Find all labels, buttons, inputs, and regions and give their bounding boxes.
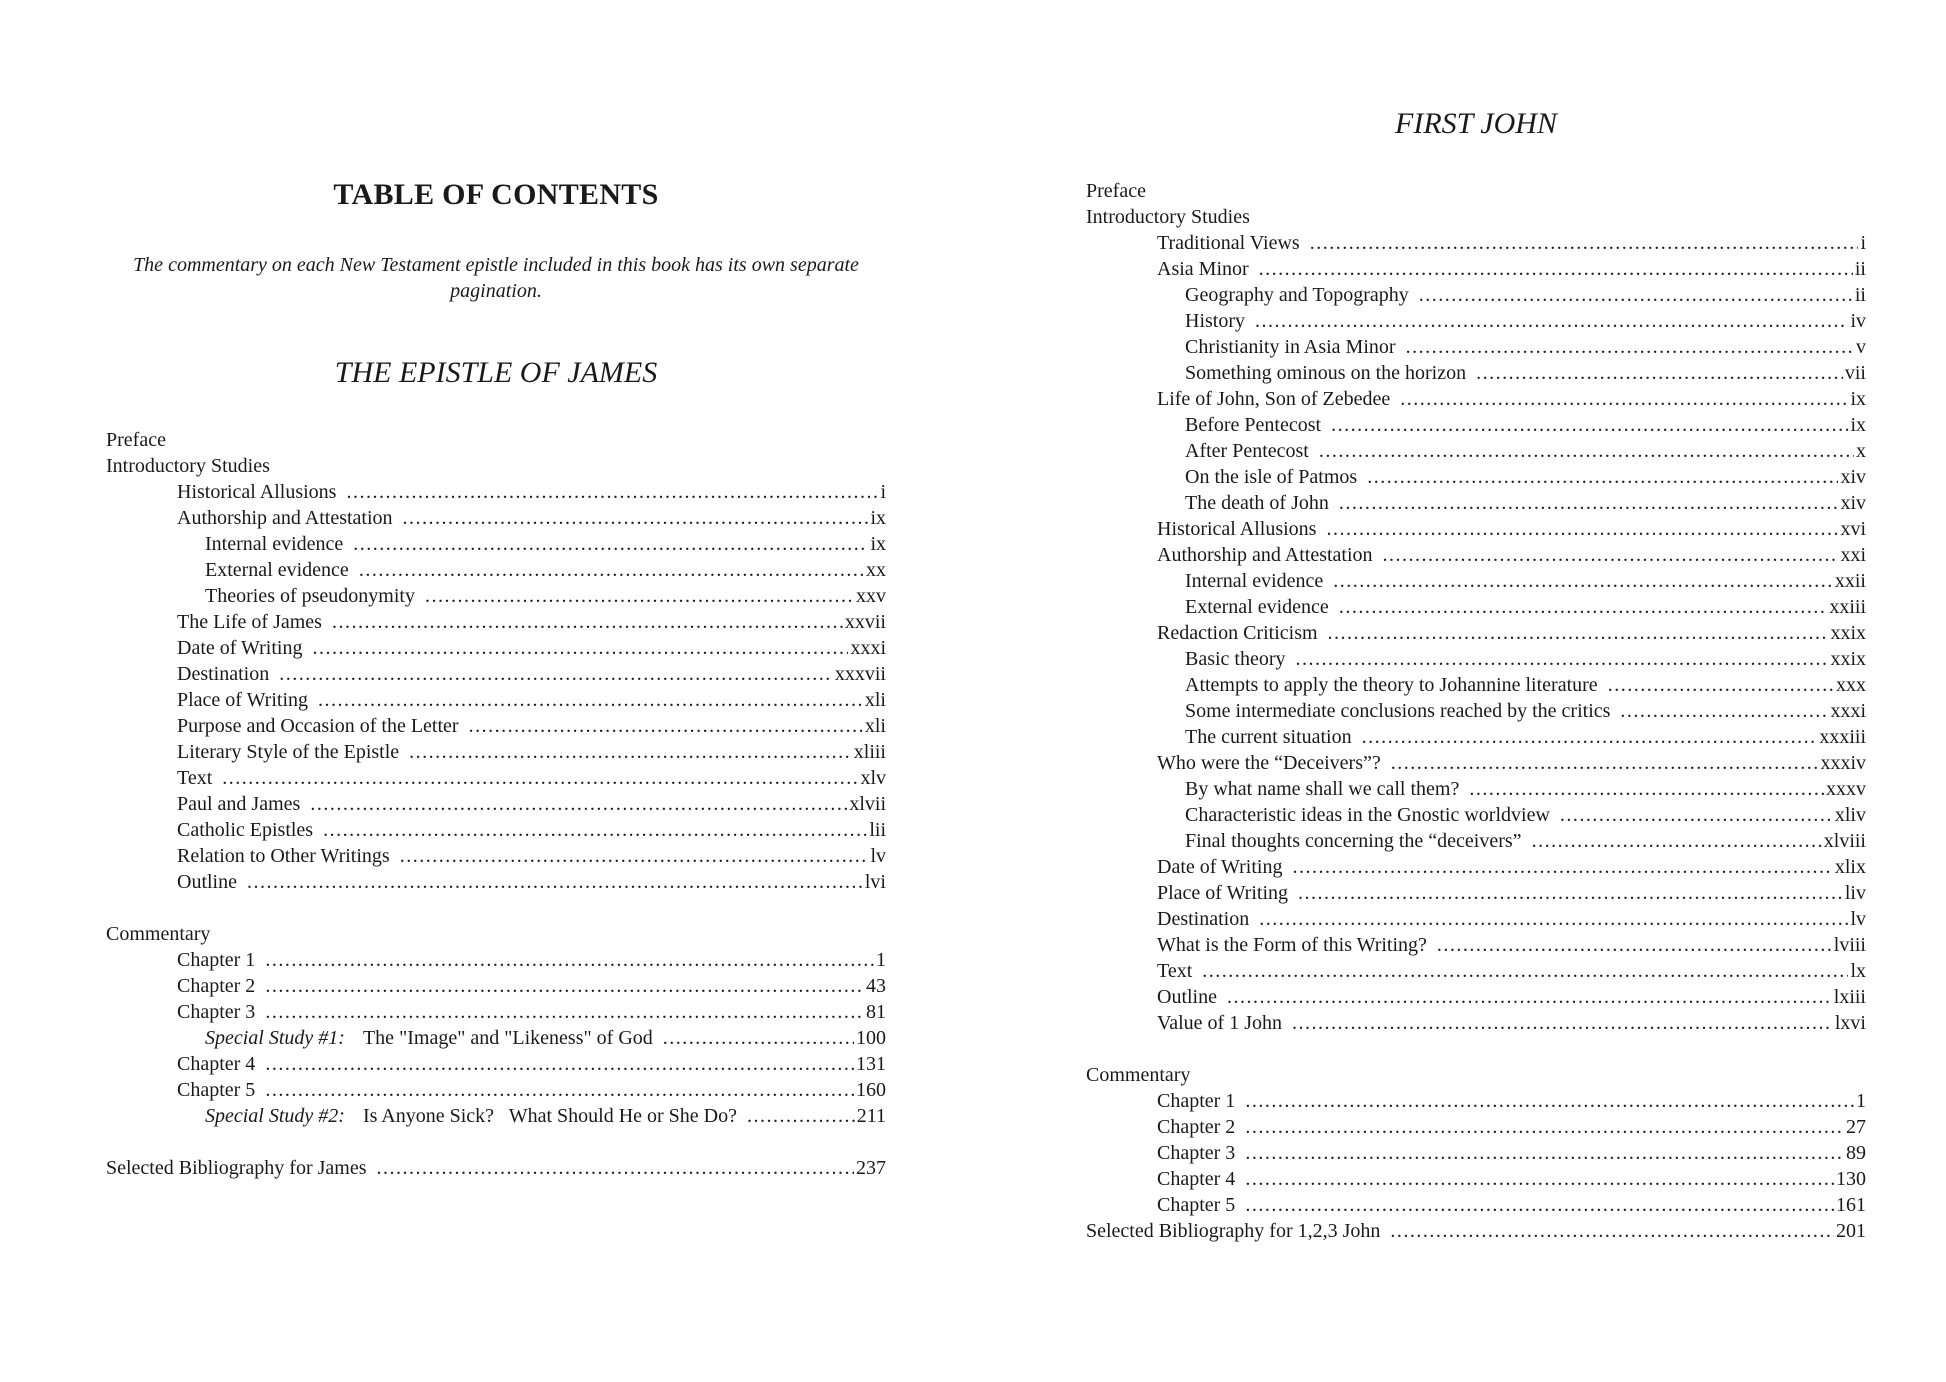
james-title: THE EPISTLE OF JAMES [334,356,658,389]
toc-entry-label: Before Pentecost [1185,414,1322,436]
toc-page-number: xxxi [1830,700,1866,722]
toc-entry-label: Chapter 5 [177,1079,256,1101]
toc-page-number: lviii [1833,934,1866,956]
toc-entry-label: Outline [177,871,237,893]
toc-entry-label: Final thoughts concerning the “deceivers” [1185,830,1522,852]
toc-entry-label: Christianity in Asia Minor [1185,336,1396,358]
toc-page-number: 237 [856,1157,886,1179]
dot-leader [1437,932,1832,958]
toc-entry [106,973,886,999]
toc-entry-label: Chapter 5 [1157,1194,1236,1216]
toc-page-number: xxxiv [1820,752,1866,774]
dot-leader [1255,308,1848,334]
dot-leader [1367,464,1838,490]
dot-leader [1296,646,1829,672]
toc-entry [1086,1218,1866,1244]
toc-page-number: xxi [1840,544,1866,566]
toc-page-number: lv [1850,908,1866,930]
toc-entry [1086,178,1866,204]
toc-entry [1086,1062,1866,1088]
special-study-title: Is Anyone Sick? What Should He or She Do? [362,1105,737,1127]
toc-entry-label: Destination [1157,908,1250,930]
toc-page-number: xxix [1830,622,1866,644]
toc-entry-label [205,1103,737,1129]
toc-entry [1086,568,1866,594]
toc-entry [106,479,886,505]
dot-leader [1245,1088,1854,1114]
toc-entry-label: Internal evidence [205,533,344,555]
toc-entry [1086,1166,1866,1192]
dot-leader [265,1051,854,1077]
toc-entry-label: Something ominous on the horizon [1185,362,1467,384]
dot-leader [1259,256,1853,282]
dot-leader [425,583,854,609]
dot-leader [400,843,869,869]
dot-leader [1532,828,1822,854]
toc-page-number: xxxv [1826,778,1866,800]
dot-leader [1331,412,1848,438]
toc-page-number: ix [1850,414,1866,436]
toc-page-number: i [1860,232,1866,254]
toc-page-number: xxvii [844,611,886,633]
toc-entry-label: External evidence [1185,596,1329,618]
dot-leader [265,947,874,973]
toc-entry [1086,880,1866,906]
dot-leader [1391,750,1819,776]
toc-entry [106,843,886,869]
toc-entry [1086,854,1866,880]
toc-entry [1086,1114,1866,1140]
toc-entry [1086,256,1866,282]
toc-page-number: i [880,481,886,503]
toc-page-number: xiv [1840,492,1866,514]
toc-entry [1086,828,1866,854]
toc-entry [1086,334,1866,360]
toc-entry-label: Selected Bibliography for James [106,1157,367,1179]
toc-page-number: lv [870,845,886,867]
dot-leader [469,713,863,739]
toc-entry-label: Historical Allusions [177,481,337,503]
toc-page-number: xxxi [850,637,886,659]
toc-entry-label: Commentary [1086,1064,1191,1086]
toc-entry-label: Theories of pseudonymity [205,585,415,607]
toc-entry [1086,646,1866,672]
toc-entry-label: Destination [177,663,270,685]
dot-leader [1560,802,1833,828]
dot-leader [1259,906,1848,932]
table-of-contents-title: TABLE OF CONTENTS [333,178,659,211]
dot-leader [346,479,878,505]
special-study-prefix: Special Study #1: [205,1027,345,1049]
toc-page-number: 160 [856,1079,886,1101]
dot-leader [1245,1166,1834,1192]
toc-page-number: xvi [1840,518,1866,540]
toc-entry-label: Relation to Other Writings [177,845,390,867]
dot-leader [310,791,847,817]
toc-entry [1086,594,1866,620]
dot-leader [265,1077,854,1103]
toc-entry-label [205,1025,653,1051]
toc-entry [106,427,886,453]
toc-entry [1086,282,1866,308]
special-study-prefix: Special Study #2: [205,1105,345,1127]
toc-page-number: ii [1854,284,1866,306]
toc-entry-label: Outline [1157,986,1217,1008]
toc-entry-label: On the isle of Patmos [1185,466,1358,488]
toc-page-number: xlix [1834,856,1866,878]
dot-leader [1227,984,1832,1010]
toc-page-number: ix [1850,388,1866,410]
dot-leader [222,765,858,791]
dot-leader [1245,1114,1844,1140]
first-john-title: FIRST JOHN [1395,107,1557,140]
toc-entry-label: Chapter 1 [1157,1090,1236,1112]
toc-entry-label: Text [177,767,213,789]
dot-leader [318,687,863,713]
toc-page-number: lvi [864,871,886,893]
toc-entry [106,687,886,713]
toc-entry [106,999,886,1025]
toc-page-number: 81 [866,1001,886,1023]
dot-leader [353,531,868,557]
toc-entry-label: Paul and James [177,793,301,815]
toc-page-number: xliii [853,741,886,763]
toc-entry-label: Date of Writing [1157,856,1283,878]
toc-entry [1086,620,1866,646]
toc-entry [1086,750,1866,776]
toc-entry-label: The current situation [1185,726,1352,748]
toc-entry [106,661,886,687]
toc-page-number: 27 [1846,1116,1866,1138]
toc-entry [106,505,886,531]
dot-leader [323,817,867,843]
toc-entry [1086,802,1866,828]
toc-page-number: xxxvii [834,663,886,685]
toc-entry [1086,1192,1866,1218]
toc-entry-label: Preface [106,429,166,451]
toc-entry-label: Purpose and Occasion of the Letter [177,715,459,737]
toc-entry-label: Some intermediate conclusions reached by the critics [1185,700,1611,722]
toc-entry [1086,672,1866,698]
dot-leader [1383,542,1839,568]
toc-entry [1086,1010,1866,1036]
toc-entry [1086,360,1866,386]
toc-entry [106,713,886,739]
toc-entry [106,817,886,843]
toc-entry-label: Life of John, Son of Zebedee [1157,388,1391,410]
toc-spacer [106,1129,886,1155]
toc-page-number: lxiii [1833,986,1866,1008]
first-john-toc-list [1086,178,1866,1244]
toc-entry [1086,412,1866,438]
toc-page-number: ix [870,533,886,555]
toc-entry-label: Place of Writing [177,689,309,711]
toc-entry-label: After Pentecost [1185,440,1309,462]
toc-entry [106,1155,886,1181]
toc-entry-label: Value of 1 John [1157,1012,1282,1034]
toc-entry [1086,1088,1866,1114]
dot-leader [247,869,863,895]
toc-entry [106,635,886,661]
dot-leader [1339,490,1839,516]
pagination-note: The commentary on each New Testament epistle included in this book has its own separate pagination. [133,254,859,302]
toc-page-number: ii [1854,258,1866,280]
toc-entry-label: Traditional Views [1157,232,1300,254]
toc-page-number: ix [870,507,886,529]
toc-page-number: xxv [856,585,886,607]
dot-leader [747,1103,855,1129]
toc-page-number: x [1856,440,1866,462]
toc-entry-label: Text [1157,960,1193,982]
special-study-title: The "Image" and "Likeness" of God [362,1027,653,1049]
toc-entry-label: Chapter 3 [177,1001,256,1023]
dot-leader [1608,672,1834,698]
toc-page-number: xiv [1840,466,1866,488]
toc-entry-label: What is the Form of this Writing? [1157,934,1427,956]
toc-page-number: xxii [1834,570,1866,592]
toc-entry [1086,542,1866,568]
toc-entry [1086,386,1866,412]
toc-entry-label: Chapter 3 [1157,1142,1236,1164]
toc-entry-label: Place of Writing [1157,882,1289,904]
toc-entry [106,1051,886,1077]
toc-entry [1086,932,1866,958]
toc-page-number: 43 [866,975,886,997]
toc-page-number: lxvi [1834,1012,1866,1034]
toc-entry-label: Introductory Studies [106,455,270,477]
toc-page-number: lii [869,819,886,841]
toc-page-number: 201 [1836,1220,1866,1242]
james-toc-list [106,427,886,1181]
toc-entry [106,453,886,479]
toc-entry-label: Introductory Studies [1086,206,1250,228]
dot-leader [1245,1192,1834,1218]
dot-leader [1292,1010,1833,1036]
toc-entry [1086,906,1866,932]
toc-entry-label: Catholic Epistles [177,819,314,841]
toc-entry-label: Attempts to apply the theory to Johannine literature [1185,674,1598,696]
dot-leader [403,505,869,531]
toc-page-number: xliv [1834,804,1866,826]
dot-leader [1319,438,1854,464]
toc-entry [106,739,886,765]
toc-entry [106,1025,886,1051]
toc-entry-label: Authorship and Attestation [1157,544,1373,566]
toc-page-number: 161 [1836,1194,1866,1216]
toc-entry-label: Chapter 1 [177,949,256,971]
toc-entry-label: Redaction Criticism [1157,622,1318,644]
toc-page-number: lx [1850,960,1866,982]
dot-leader [1310,230,1859,256]
toc-entry [106,609,886,635]
toc-page-number: xlv [860,767,886,789]
toc-entry-label: Who were the “Deceivers”? [1157,752,1381,774]
toc-page-number: xlviii [1823,830,1866,852]
dot-leader [1339,594,1828,620]
toc-entry-label: The Life of James [177,611,322,633]
toc-page-number: xx [866,559,886,581]
toc-page-number: xlvii [849,793,886,815]
toc-entry-label: Chapter 4 [177,1053,256,1075]
toc-entry [106,1103,886,1129]
toc-entry [106,1077,886,1103]
dot-leader [1620,698,1828,724]
toc-page-number: 131 [856,1053,886,1075]
toc-entry [1086,698,1866,724]
dot-leader [663,1025,854,1051]
toc-entry-label: Basic theory [1185,648,1286,670]
dot-leader [1333,568,1833,594]
toc-entry [106,921,886,947]
toc-entry [106,531,886,557]
dot-leader [1469,776,1824,802]
toc-entry [1086,438,1866,464]
toc-entry [1086,1140,1866,1166]
dot-leader [312,635,848,661]
toc-page-number: xli [864,715,886,737]
toc-page-number: 130 [1836,1168,1866,1190]
dot-leader [1406,334,1854,360]
dot-leader [1298,880,1843,906]
toc-entry-label: Chapter 2 [177,975,256,997]
toc-spacer [1086,1036,1866,1062]
dot-leader [265,973,864,999]
dot-leader [377,1155,855,1181]
toc-page-number: 89 [1846,1142,1866,1164]
toc-entry-label: Chapter 4 [1157,1168,1236,1190]
dot-leader [1328,620,1829,646]
toc-page-number: xxx [1836,674,1866,696]
toc-spacer [106,895,886,921]
toc-entry [106,583,886,609]
toc-entry-label: Authorship and Attestation [177,507,393,529]
toc-entry [106,765,886,791]
toc-entry [1086,464,1866,490]
toc-entry-label: Characteristic ideas in the Gnostic worldview [1185,804,1550,826]
toc-entry-label: Date of Writing [177,637,303,659]
toc-entry [106,557,886,583]
toc-entry [1086,230,1866,256]
toc-page-number: 211 [856,1105,886,1127]
toc-page-number: liv [1844,882,1866,904]
toc-entry [1086,958,1866,984]
toc-entry-label: Geography and Topography [1185,284,1409,306]
toc-entry-label: By what name shall we call them? [1185,778,1460,800]
toc-entry-label: Literary Style of the Epistle [177,741,400,763]
toc-page-number: xli [864,689,886,711]
toc-entry [106,791,886,817]
toc-page-number: xxxiii [1819,726,1866,748]
toc-page-number: v [1856,336,1866,358]
toc-page-number: 1 [876,949,886,971]
toc-entry-label: Preface [1086,180,1146,202]
toc-entry-label: Asia Minor [1157,258,1249,280]
dot-leader [359,557,864,583]
toc-page-number: 100 [856,1027,886,1049]
dot-leader [265,999,864,1025]
toc-entry-label: Selected Bibliography for 1,2,3 John [1086,1220,1381,1242]
toc-entry [1086,984,1866,1010]
toc-entry-label: External evidence [205,559,349,581]
toc-entry [1086,308,1866,334]
dot-leader [1245,1140,1844,1166]
dot-leader [1362,724,1818,750]
toc-entry-label: Chapter 2 [1157,1116,1236,1138]
toc-entry [106,869,886,895]
toc-entry [1086,776,1866,802]
toc-page-number: xxiii [1829,596,1866,618]
toc-entry-label: History [1185,310,1245,332]
dot-leader [279,661,833,687]
dot-leader [1476,360,1843,386]
dot-leader [1400,386,1848,412]
toc-entry [1086,490,1866,516]
toc-page-number: xxix [1830,648,1866,670]
dot-leader [1419,282,1853,308]
toc-entry [106,947,886,973]
toc-page-number: 1 [1856,1090,1866,1112]
toc-entry [1086,516,1866,542]
toc-entry-label: Internal evidence [1185,570,1324,592]
toc-entry-label: Historical Allusions [1157,518,1317,540]
toc-entry-label: Commentary [106,923,211,945]
toc-entry [1086,724,1866,750]
toc-page-number: vii [1844,362,1866,384]
toc-entry-label: The death of John [1185,492,1329,514]
dot-leader [1390,1218,1834,1244]
toc-entry [1086,204,1866,230]
dot-leader [1292,854,1832,880]
dot-leader [1202,958,1848,984]
toc-page-number: iv [1850,310,1866,332]
dot-leader [409,739,852,765]
dot-leader [332,609,843,635]
dot-leader [1326,516,1838,542]
